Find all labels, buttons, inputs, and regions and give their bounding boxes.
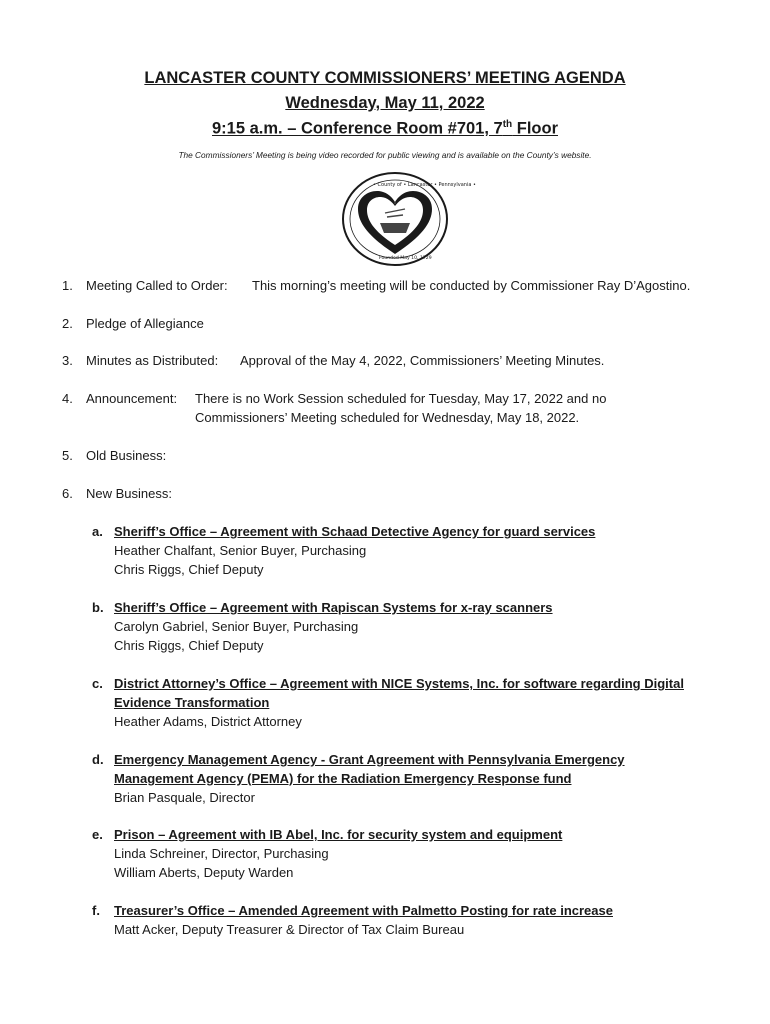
agenda-page: LANCASTER COUNTY COMMISSIONERS’ MEETING AGENDA Wednesday, May 11, 2022 9:15 a.m. – Conference Room #701, 7th Floor The Commissioners’ Meeting is being video recorded for public viewing and is available on the County’s website. • County of • Lancaster • Pennsylvania • Founded May 10, 1729 1. Meeting Called to Order: This morning’s meeting will be conducted by Commissioner Ray D’Agostino. 2. Pledge of Allegiance 3. Minutes as Distributed: Approval of the May 4, 2022, Commissioners’ Meeting Minutes. 4. Announcement: There is no Work Session scheduled for Tuesday, May 17, 2022 and no Commissioners’ Meeting scheduled for Wednesday, May 18, 2022. 5. Old Business: 6. New Business: a. Sheriff’s Office – Agreement with Schaad Detective Agency for guard services Heather Chalfant, Senior Buyer, Purchasing Chris Riggs, Chief Deputy b. Sheriff’s Office – Agreement with Rapiscan Systems for x-ray scanners Carolyn Gabriel, Senior Buyer, Purchasing Chris Riggs, Chief Deputy c. District Attorney’s Office – Agreement with NICE Systems, Inc. for software regarding Digital Evidence Transformation Heather Adams, District Attorney d. Emergency Management Agency - Grant Agreement with Pennsylvania Emergency Management Agency (PEMA) for the Radiation Emergency Response fund Brian Pasquale, Director e. Prison – Agreement with IB Abel, Inc. for security system and equipment Linda Schreiner, Director, Purchasing William Aberts, Deputy Warden f. Treasurer’s Office – Amended Agreement with Palmetto Posting for rate increase Matt Acker, Deputy Treasurer & Director of Tax Claim Bureau (0, 0, 770, 1024)
recording-notice: The Commissioners’ Meeting is being video recorded for public viewing and is available on the County’s website. (178, 150, 592, 160)
meeting-time-location: 9:15 a.m. – Conference Room #701, 7th Floor (212, 119, 558, 138)
meeting-date: Wednesday, May 11, 2022 (285, 94, 485, 112)
svg-text:• County of • Lancaster • Penn: • County of • Lancaster • Pennsylvania • (373, 182, 476, 188)
county-seal-icon (341, 171, 476, 267)
svg-text:Founded May 10, 1729: Founded May 10, 1729 (379, 256, 432, 261)
agenda-title: LANCASTER COUNTY COMMISSIONERS’ MEETING AGENDA (144, 69, 626, 87)
